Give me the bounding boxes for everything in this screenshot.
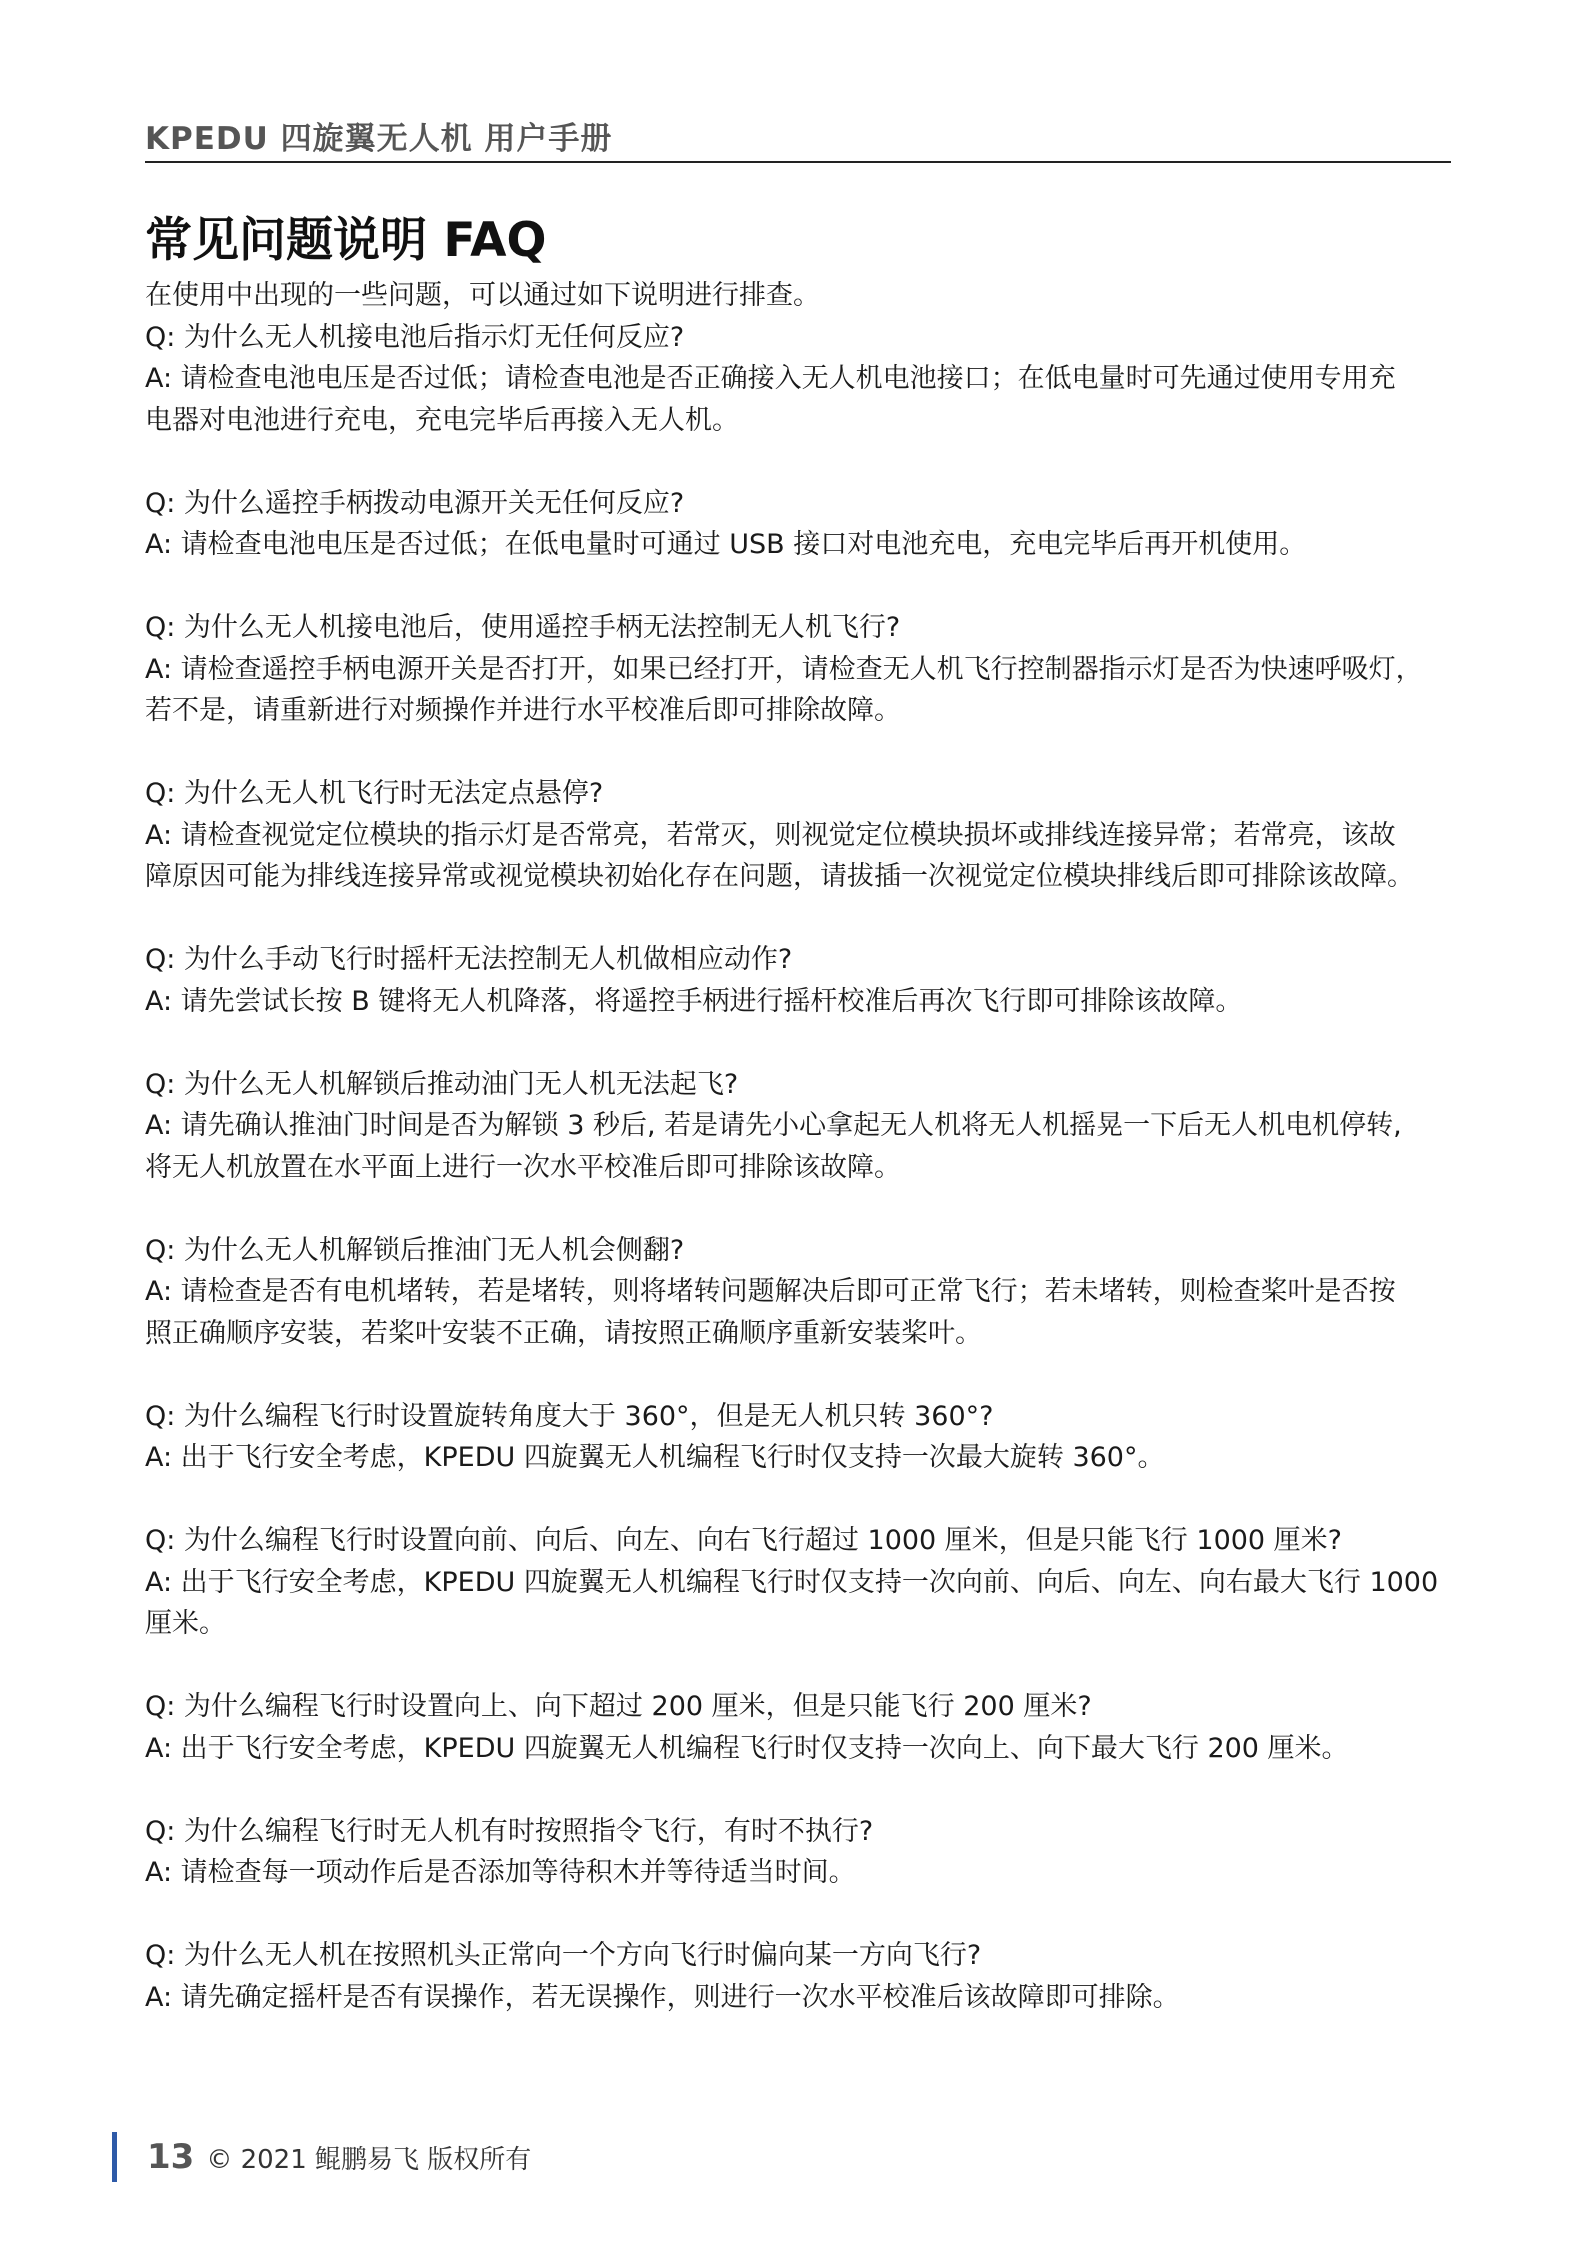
- faq-answer-line: A: 请先确定摇杆是否有误操作，若无误操作，则进行一次水平校准后该故障即可排除。: [145, 1981, 1180, 2013]
- faq-answer-line: A: 请检查每一项动作后是否添加等待积木并等待适当时间。: [145, 1857, 856, 1888]
- faq-item: [145, 1064, 1455, 1189]
- page-footer: [112, 2132, 531, 2182]
- page-header: [145, 113, 1451, 163]
- faq-item: [145, 1230, 1455, 1355]
- faq-question: Q: 为什么编程飞行时设置向上、向下超过 200 厘米，但是只能飞行 200 厘米?: [145, 1691, 1092, 1722]
- faq-content: [145, 275, 1455, 2018]
- faq-answer-line: A: 请先尝试长按 B 键将无人机降落，将遥控手柄进行摇杆校准后再次飞行即可排除该故障。: [145, 985, 1243, 1017]
- faq-answer-line: 将无人机放置在水平面上进行一次水平校准后即可排除该故障。: [145, 1151, 901, 1183]
- faq-question: Q: 为什么无人机接电池后指示灯无任何反应?: [145, 321, 685, 353]
- faq-answer-line: A: 出于飞行安全考虑，KPEDU 四旋翼无人机编程飞行时仅支持一次最大旋转 360°。: [145, 1442, 1165, 1473]
- faq-question: Q: 为什么无人机解锁后推动油门无人机无法起飞?: [145, 1068, 739, 1100]
- footer-accent-bar: [112, 2132, 117, 2182]
- faq-item: [145, 1686, 1455, 1769]
- faq-question: Q: 为什么编程飞行时无人机有时按照指令飞行，有时不执行?: [145, 1815, 874, 1847]
- faq-answer-line: A: 出于飞行安全考虑，KPEDU 四旋翼无人机编程飞行时仅支持一次向前、向后、向左、向右最大飞行 1000: [145, 1566, 1439, 1598]
- faq-item: [145, 607, 1455, 732]
- faq-answer-line: A: 请检查电池电压是否过低；请检查电池是否正确接入无人机电池接口；在低电量时可先通过使用专用充: [145, 363, 1396, 394]
- faq-answer-line: 若不是，请重新进行对频操作并进行水平校准后即可排除故障。: [145, 695, 901, 726]
- faq-answer-line: A: 请先确认推油门时间是否为解锁 3 秒后, 若是请先小心拿起无人机将无人机摇晃一下后无人机电机停转,: [145, 1110, 1402, 1141]
- faq-item: [145, 1935, 1455, 2018]
- faq-answer-line: 电器对电池进行充电，充电完毕后再接入无人机。: [145, 404, 739, 436]
- faq-answer-line: A: 请检查电池电压是否过低；在低电量时可通过 USB 接口对电池充电，充电完毕后再开机使用。: [145, 529, 1307, 560]
- page-title: 常见问题说明 FAQ: [145, 213, 547, 268]
- faq-question: Q: 为什么编程飞行时设置旋转角度大于 360°，但是无人机只转 360°?: [145, 1400, 994, 1432]
- faq-answer-line: A: 请检查视觉定位模块的指示灯是否常亮，若常灭，则视觉定位模块损坏或排线连接异常；若常亮，该故: [145, 819, 1396, 851]
- faq-question: Q: 为什么无人机解锁后推油门无人机会侧翻?: [145, 1234, 685, 1266]
- faq-item: [145, 317, 1455, 442]
- faq-question: Q: 为什么无人机接电池后，使用遥控手柄无法控制无人机飞行?: [145, 612, 901, 643]
- faq-question: Q: 为什么遥控手柄拨动电源开关无任何反应?: [145, 487, 685, 519]
- faq-question: Q: 为什么编程飞行时设置向前、向后、向左、向右飞行超过 1000 厘米，但是只能飞行 1000 厘米?: [145, 1525, 1343, 1556]
- intro-text: 在使用中出现的一些问题，可以通过如下说明进行排查。: [145, 280, 820, 311]
- faq-item: [145, 1396, 1455, 1479]
- faq-answer-line: 厘米。: [145, 1608, 226, 1639]
- copyright-text: © 2021 鲲鹏易飞 版权所有: [206, 2144, 532, 2175]
- faq-answer-line: A: 出于飞行安全考虑，KPEDU 四旋翼无人机编程飞行时仅支持一次向上、向下最大飞行 200 厘米。: [145, 1732, 1349, 1764]
- header-title: KPEDU 四旋翼无人机 用户手册: [145, 121, 613, 157]
- faq-question: Q: 为什么无人机飞行时无法定点悬停?: [145, 778, 604, 809]
- faq-item: [145, 939, 1455, 1022]
- faq-answer-line: 障原因可能为排线连接异常或视觉模块初始化存在问题，请拔插一次视觉定位模块排线后即可排除该故障。: [145, 861, 1414, 892]
- faq-item: [145, 483, 1455, 566]
- page-number: 13: [147, 2137, 195, 2177]
- faq-answer-line: A: 请检查遥控手柄电源开关是否打开，如果已经打开，请检查无人机飞行控制器指示灯是否为快速呼吸灯，: [145, 653, 1423, 685]
- faq-item: [145, 1811, 1455, 1894]
- faq-answer-line: A: 请检查是否有电机堵转，若是堵转，则将堵转问题解决后即可正常飞行；若未堵转，则检查桨叶是否按: [145, 1276, 1396, 1307]
- faq-item: [145, 1520, 1455, 1645]
- faq-answer-line: 照正确顺序安装，若桨叶安装不正确，请按照正确顺序重新安装桨叶。: [145, 1317, 982, 1349]
- faq-question: Q: 为什么手动飞行时摇杆无法控制无人机做相应动作?: [145, 944, 793, 975]
- faq-item: [145, 773, 1455, 898]
- faq-question: Q: 为什么无人机在按照机头正常向一个方向飞行时偏向某一方向飞行?: [145, 1940, 982, 1971]
